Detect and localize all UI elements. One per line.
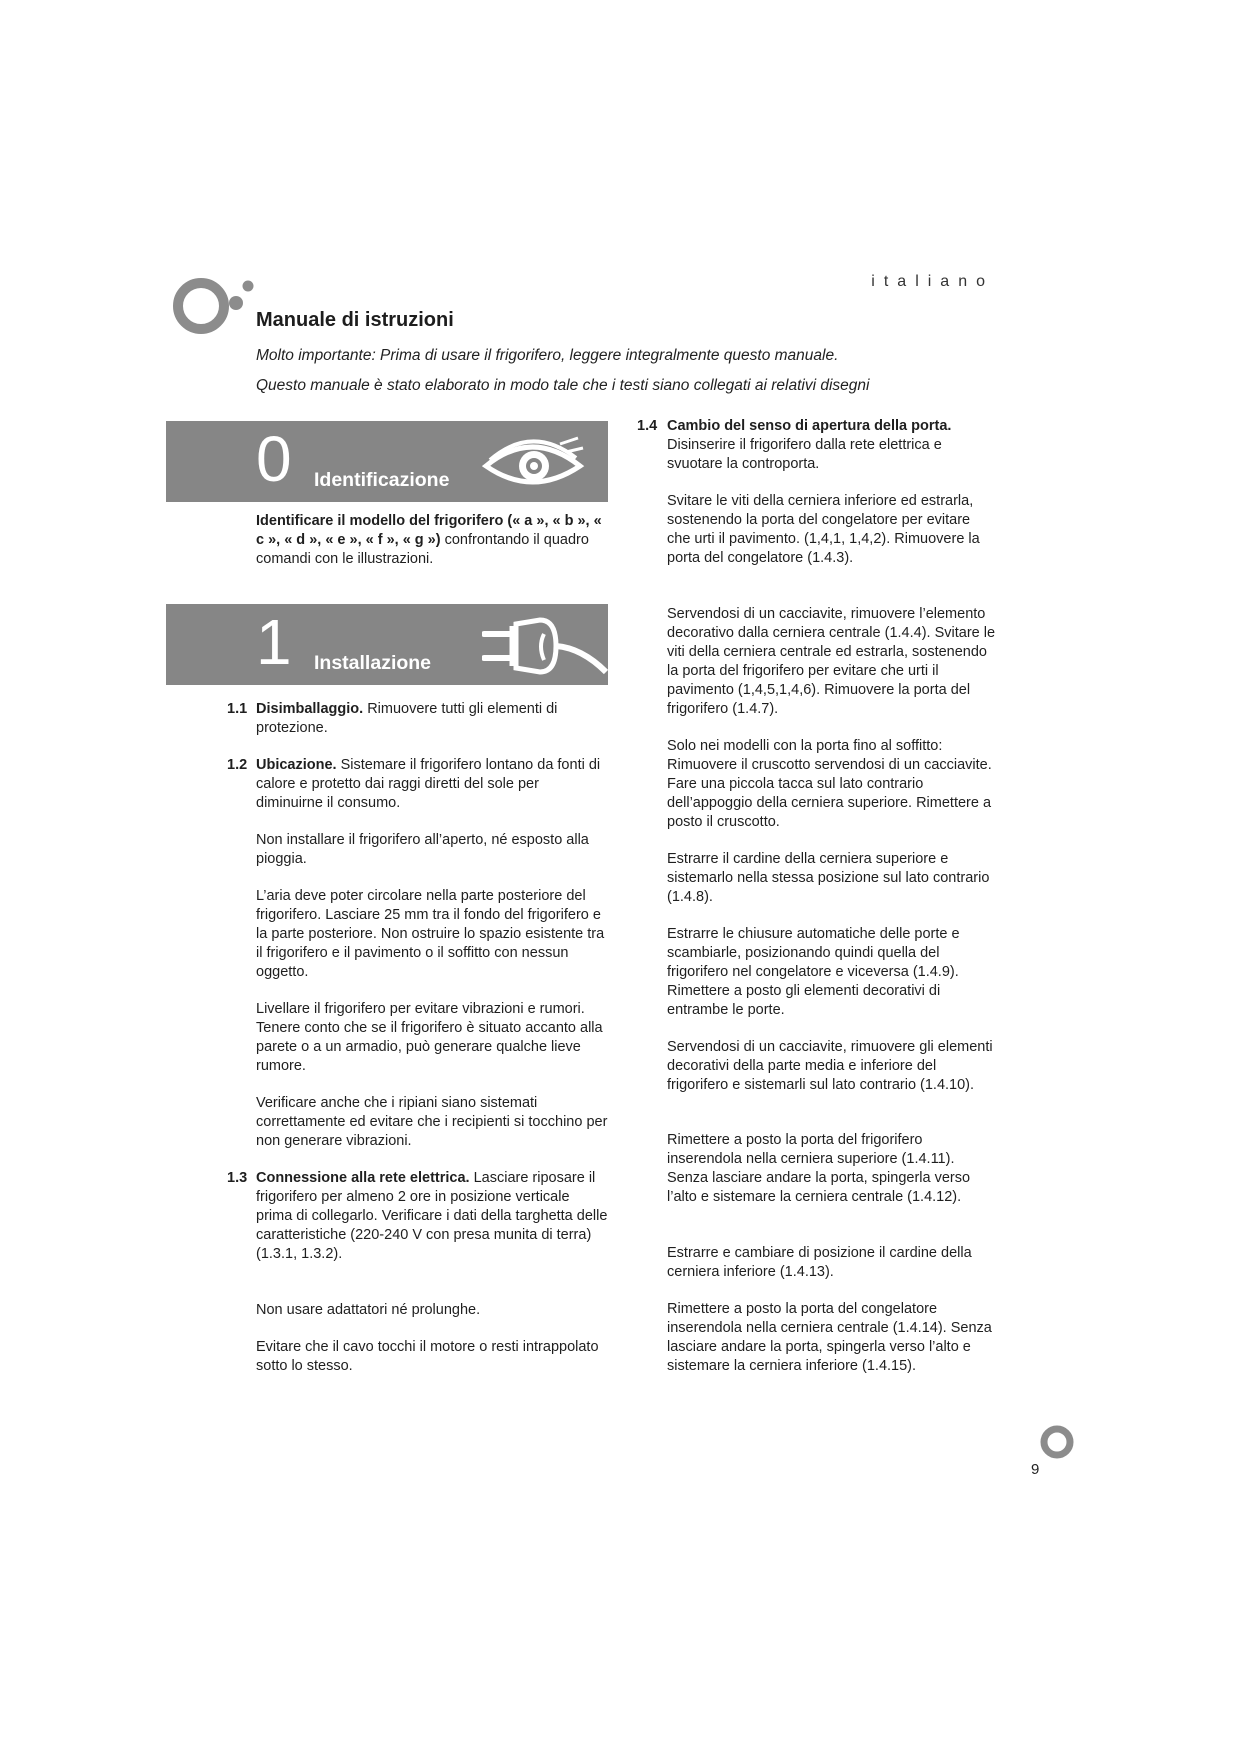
item-1-2 [227,756,608,813]
section-title: Installazione [314,652,432,674]
section-bar-identificazione [166,421,608,502]
paragraph-central-hinge: Servendosi di un cacciavite, rimuovere l’elemento decorativo dalla cerniera centrale (1.4.4). Svitare le viti della cerniera centrale ed estrarla, sostenendo la porta del frigorifero per evitare che urti il pavimento (1,4,5,1,4,6). Rimuovere la porta del frigorifero (1.4.7). [667,606,996,717]
identification-paragraph [256,512,608,569]
paragraph-adapters: Non usare adattatori né prolunghe. [256,1302,481,1318]
brand-logo-icon [168,275,264,347]
item-heading: Connessione alla rete elettrica. [256,1170,470,1186]
paragraph-refit-freezer-door: Rimettere a posto la porta del congelatore inserendola nella cerniera centrale (1.4.14). Senza lasciare andare la porta, spingerla verso l’alto e sistemare la cerniera inferiore (1.4.15). [667,1301,992,1374]
paragraph-lower-pin: Estrarre e cambiare di posizione il cardine della cerniera inferiore (1.4.13). [667,1245,972,1280]
paragraph-door-closers: Estrarre le chiusure automatiche delle porte e scambiarle, posizionando quindi quella del frigorifero nel congelatore e viceversa (1.4.9). Rimettere a posto gli elementi decorativi di entrambe le porte. [667,926,960,1018]
page-number: 9 [1031,1461,1040,1478]
item-1-4 [637,417,997,474]
paragraph-shelves: Verificare anche che i ripiani siano sistemati correttamente ed evitare che i recipienti si tocchino per non generare vibrazioni. [256,1095,608,1149]
intro-drawings: Questo manuale è stato elaborato in modo tale che i testi siano collegati ai relativi disegni [256,377,870,394]
ring-icon [1039,1424,1075,1460]
item-text: Lasciare riposare il frigorifero per almeno 2 ore in posizione verticale prima di collegarlo. Verificare i dati della targhetta delle caratteristiche (220-240 V con presa munita di terra)(1.3.1, 1.3.2). [256,1170,608,1262]
paragraph-levelling: Livellare il frigorifero per evitare vibrazioni e rumori. Tenere conto che se il frigorifero è situato accanto alla parete o a un armadio, può generare qualche lieve rumore. [256,1001,603,1074]
paragraph-upper-pin: Estrarre il cardine della cerniera superiore e sistemarlo nella stessa posizione sul lato contrario (1.4.8). [667,851,990,905]
item-number: 1.4 [637,418,658,434]
page-title: Manuale di istruzioni [256,309,454,331]
item-text: Disinserire il frigorifero dalla rete elettrica e svuotare la controporta. [667,437,942,472]
paragraph-cable: Evitare che il cavo tocchi il motore o resti intrappolato sotto lo stesso. [256,1339,599,1374]
item-1-1 [227,700,608,738]
section-number: 1 [256,606,292,678]
identification-bold: Identificare il modello del frigorifero (« a », « b », « c », « d », « e », « f », « g ») [256,513,602,548]
paragraph-air-circulation: L’aria deve poter circolare nella parte posteriore del frigorifero. Lasciare 25 mm tra il fondo del frigorifero e la parte posteriore. Non ostruire lo spazio esistente tra il frigorifero e il pavimento o il soffitto con nessun oggetto. [256,888,605,980]
plug-icon [482,614,608,680]
item-1-3 [227,1169,608,1264]
paragraph-lower-hinge: Svitare le viti della cerniera inferiore ed estrarla, sostenendo la porta del congelatore per evitare che urti il pavimento. (1,4,1, 1,4,2). Rimuovere la porta del congelatore (1.4.3). [667,493,980,566]
item-number: 1.1 [227,701,248,717]
item-text: Sistemare il frigorifero lontano da fonti di calore e protetto dai raggi diretti del sole per diminuirne il consumo. [256,757,601,811]
section-title: Identificazione [314,469,450,491]
eye-icon [482,432,586,494]
paragraph-refit-fridge-door: Rimettere a posto la porta del frigorifero inserendola nella cerniera superiore (1.4.11). Senza lasciare andare la porta, spingerla verso l’alto e sistemare la cerniera centrale (1.4.12). [667,1132,971,1205]
language-label: italiano [871,273,994,290]
intro-important: Molto importante: Prima di usare il frigorifero, leggere integralmente questo manuale. [256,347,839,364]
section-bar-installazione [166,604,608,685]
item-number: 1.3 [227,1170,248,1186]
paragraph-ceiling-models: Solo nei modelli con la porta fino al soffitto: Rimuovere il cruscotto servendosi di un cacciavite. Fare una piccola tacca sul lato contrario dell’appoggio della cerniera superiore. Rimettere a posto il cruscotto. [667,738,992,830]
item-heading: Ubicazione. [256,757,337,773]
item-number: 1.2 [227,757,248,773]
paragraph-outdoor: Non installare il frigorifero all’aperto, né esposto alla pioggia. [256,832,589,867]
paragraph-decorative-elements: Servendosi di un cacciavite, rimuovere gli elementi decorativi della parte media e inferiore del frigorifero e sistemarli sul lato contrario (1.4.10). [667,1039,993,1093]
section-number: 0 [256,423,292,495]
item-text: Rimuovere tutti gli elementi di protezione. [256,701,558,736]
identification-rest: confrontando il quadro comandi con le illustrazioni. [256,532,589,567]
item-heading: Cambio del senso di apertura della porta. [667,418,952,434]
item-heading: Disimballaggio. [256,701,364,717]
